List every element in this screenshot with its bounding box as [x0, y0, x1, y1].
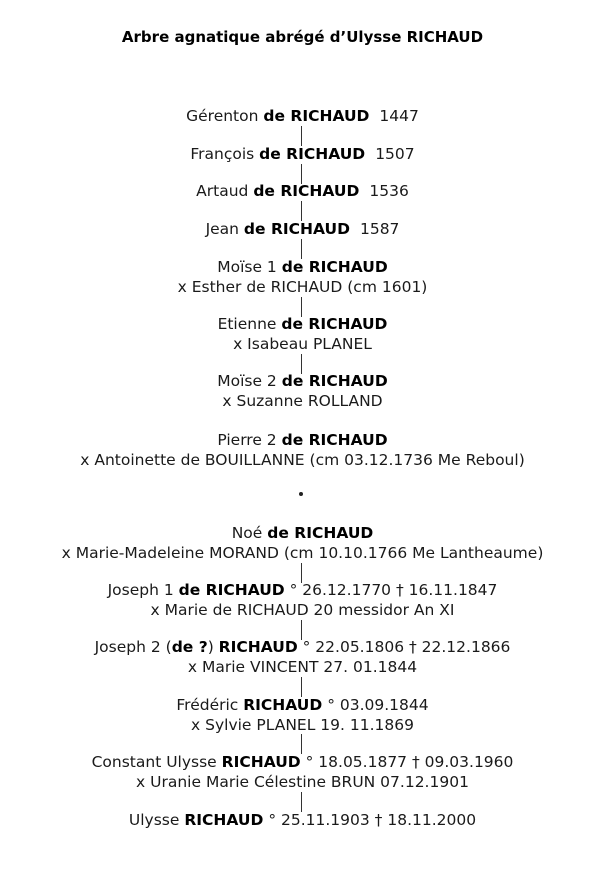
spouse-line: x Antoinette de BOUILLANNE (cm 03.12.1736 Me Reboul) [80, 451, 525, 469]
spouse-line: x Marie VINCENT 27. 01.1844 [187, 658, 418, 676]
generation-entry [0, 106, 605, 126]
ellipsis-dot [299, 492, 303, 496]
tree-connector [301, 792, 302, 812]
person-name: Jean de RICHAUD 1587 [205, 220, 400, 238]
person-name: Constant Ulysse RICHAUD ° 18.05.1877 † 09.03.1960 [91, 753, 514, 771]
tree-connector [301, 126, 302, 146]
tree-connector [301, 201, 302, 221]
page-title: Arbre agnatique abrégé d’Ulysse RICHAUD [121, 28, 484, 46]
spouse-line: x Marie de RICHAUD 20 messidor An XI [150, 601, 455, 619]
tree-connector [301, 239, 302, 259]
person-name: Noé de RICHAUD [231, 524, 374, 542]
spouse-line: x Isabeau PLANEL [233, 335, 372, 353]
generation-entry [0, 314, 605, 354]
person-name: Artaud de RICHAUD 1536 [196, 182, 409, 200]
generation-entry [0, 181, 605, 201]
person-name: Moïse 1 de RICHAUD [217, 258, 388, 276]
generation-entry [0, 523, 605, 563]
generation-entry [0, 637, 605, 677]
person-name: Ulysse RICHAUD ° 25.11.1903 † 18.11.2000 [128, 811, 477, 829]
spouse-line: x Esther de RICHAUD (cm 1601) [177, 278, 428, 296]
generation-entry [0, 219, 605, 239]
generation-entry [0, 430, 605, 470]
generation-entry [0, 257, 605, 297]
person-name: Frédéric RICHAUD ° 03.09.1844 [176, 696, 429, 714]
generation-entry [0, 810, 605, 830]
tree-connector [301, 734, 302, 754]
spouse-line: x Uranie Marie Célestine BRUN 07.12.1901 [136, 773, 469, 791]
person-name: Moïse 2 de RICHAUD [217, 372, 388, 390]
spouse-line: x Suzanne ROLLAND [222, 392, 383, 410]
person-name: Joseph 2 (de ?) RICHAUD ° 22.05.1806 † 22.12.1866 [94, 638, 511, 656]
person-name: François de RICHAUD 1507 [190, 145, 415, 163]
generation-entry [0, 580, 605, 620]
person-name: Joseph 1 de RICHAUD ° 26.12.1770 † 16.11.1847 [107, 581, 498, 599]
spouse-line: x Marie-Madeleine MORAND (cm 10.10.1766 Me Lantheaume) [61, 544, 544, 562]
generation-entry [0, 695, 605, 735]
person-name: Etienne de RICHAUD [217, 315, 388, 333]
generation-entry [0, 752, 605, 792]
generation-entry [0, 144, 605, 164]
generation-entry [0, 371, 605, 411]
person-name: Pierre 2 de RICHAUD [217, 431, 388, 449]
spouse-line: x Sylvie PLANEL 19. 11.1869 [191, 716, 414, 734]
person-name: Gérenton de RICHAUD 1447 [186, 107, 419, 125]
tree-connector [301, 677, 302, 697]
